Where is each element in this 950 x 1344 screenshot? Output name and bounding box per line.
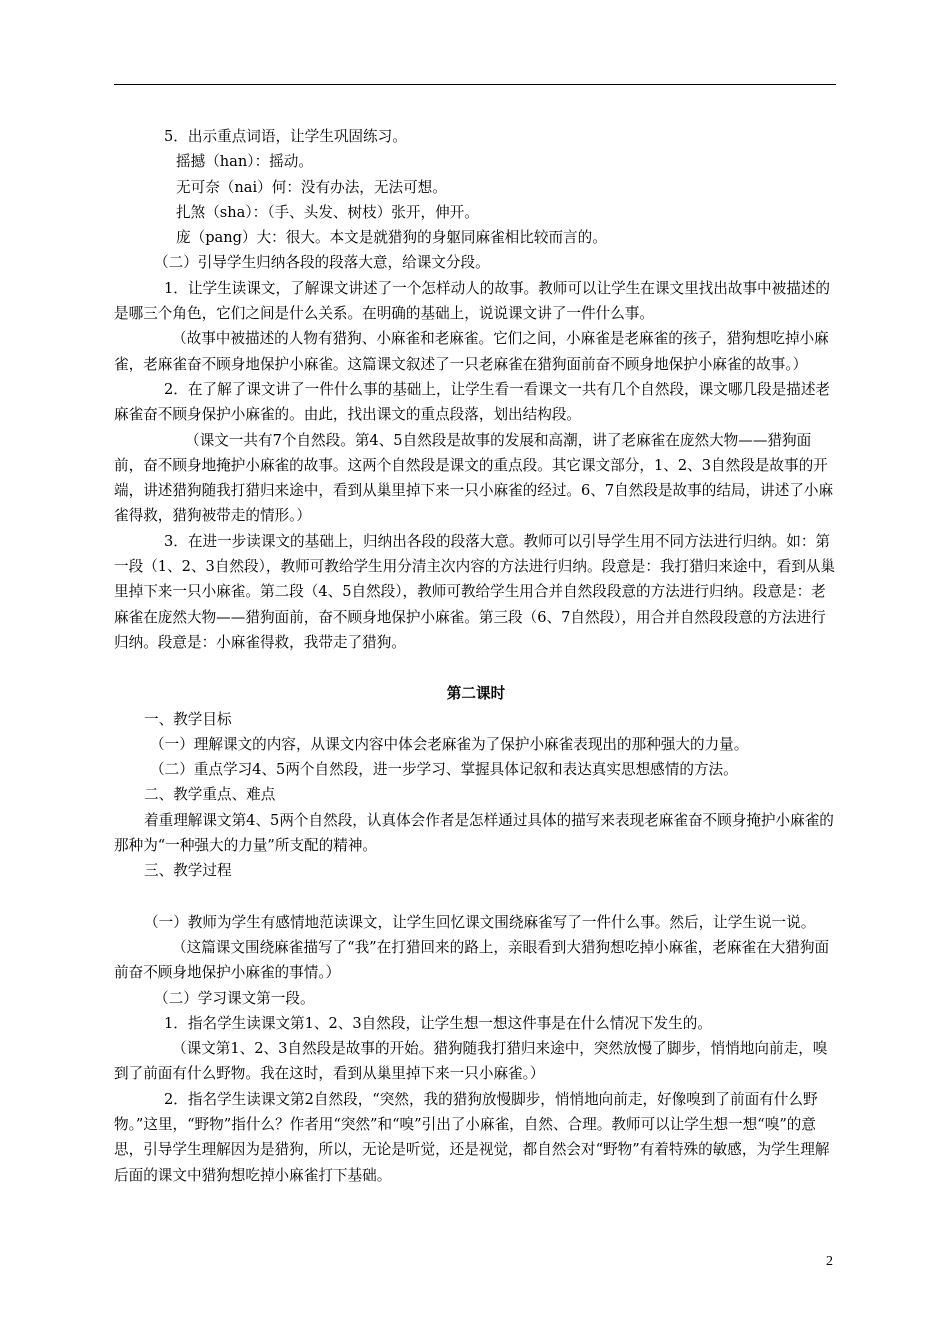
section-heading: （二）学习课文第一段。 (154, 989, 315, 1007)
header-rule (114, 84, 836, 85)
vocab-item: 扎煞（sha）：（手、头发、树枝）张开，伸开。 (176, 203, 479, 221)
paragraph: （故事中被描述的人物有猎狗、小麻雀和老麻雀。它们之间，小麻雀是老麻雀的孩子，猎狗想吃掉小麻雀，老麻雀奋不顾身地保护小麻雀。这篇课文叙述了一只老麻雀在猎狗面前奋不顾身地保护小麻雀的故事。） (114, 330, 829, 373)
paragraph: （课文一共有7个自然段。第4、5自然段是故事的发展和高潮，讲了老麻雀在庞然大物——猎狗面前，奋不顾身地掩护小麻雀的故事。这两个自然段是课文的重点段。其它课文部分，1、2、3自然段是故事的开端，讲述猎狗随我打猎归来途中，看到从巢里掉下来一只小麻雀的经过。6、7自然段是故事的结局，讲述了小麻雀得救，猎狗被带走的情形。） (114, 431, 834, 525)
paragraph: （课文第1、2、3自然段是故事的开始。猎狗随我打猎归来途中，突然放慢了脚步，悄悄地向前走，嗅到了前面有什么野物。我在这时，看到从巢里掉下来一只小麻雀。） (114, 1040, 828, 1083)
section-heading: 一、教学目标 (144, 710, 232, 728)
document-body (114, 124, 838, 1188)
lesson-title: 第二课时 (446, 685, 506, 703)
paragraph: 2．在了解了课文讲了一件什么事的基础上，让学生看一看课文一共有几个自然段，课文哪几段是描述老麻雀奋不顾身保护小麻雀的。由此，找出课文的重点段落，划出结构段。 (114, 380, 831, 424)
vocab-item: 庞（pang）大：很大。本文是就猎狗的身躯同麻雀相比较而言的。 (176, 229, 607, 247)
paragraph: （一）教师为学生有感情地范读课文，让学生回忆课文围绕麻雀写了一件什么事。然后，让学生说一说。 (144, 913, 816, 931)
paragraph: （一）理解课文的内容，从课文内容中体会老麻雀为了保护小麻雀表现出的那种强大的力量。 (150, 735, 749, 753)
paragraph: 5．出示重点词语，让学生巩固练习。 (164, 128, 407, 145)
vocab-item: 摇撼（han）：摇动。 (176, 153, 313, 171)
paragraph: 2．指名学生读课文第2自然段，“突然，我的猎狗放慢脚步，悄悄地向前走，好像嗅到了前面有什么野物。”这里，“野物”指什么？作者用“突然”和“嗅”引出了小麻雀，自然、合理。教师可以让学生想一想“嗅”的意思，引导学生理解因为是猎狗，所以，无论是听觉，还是视觉，都自然会对“野物”有着特殊的敏感，为学生理解后面的课文中猎狗想吃掉小麻雀打下基础。 (114, 1090, 830, 1184)
paragraph: 1．让学生读课文，了解课文讲述了一个怎样动人的故事。教师可以让学生在课文里找出故事中被描述的是哪三个角色，它们之间是什么关系。在明确的基础上，说说课文讲了一件什么事。 (114, 279, 831, 323)
paragraph: 着重理解课文第4、5两个自然段，认真体会作者是怎样通过具体的描写来表现老麻雀奋不顾身掩护小麻雀的那种为“一种强大的力量”所支配的精神。 (114, 811, 834, 855)
page-number: 2 (826, 1254, 833, 1269)
vocab-item: 无可奈（nai）何：没有办法，无法可想。 (176, 178, 447, 196)
paragraph: 3．在进一步读课文的基础上，归纳出各段的段落大意。教师可以引导学生用不同方法进行归纳。如：第一段（1、2、3自然段），教师可教给学生用分清主次内容的方法进行归纳。段意是：我打猎归来途中，看到从巢里掉下来一只小麻雀。第二段（4、5自然段），教师可教给学生用合并自然段段意的方法进行归纳。段意是：老麻雀在庞然大物——猎狗面前，奋不顾身地保护小麻雀。第三段（6、7自然段），用合并自然段段意的方法进行归纳。段意是：小麻雀得救，我带走了猎狗。 (114, 532, 836, 651)
section-heading: 二、教学重点、难点 (144, 786, 276, 804)
paragraph: （这篇课文围绕麻雀描写了“我”在打猎回来的路上，亲眼看到大猎狗想吃掉小麻雀，老麻雀在大猎狗面前奋不顾身地保护小麻雀的事情。） (114, 938, 830, 982)
paragraph: （二）重点学习4、5两个自然段，进一步学习、掌握具体记叙和表达真实思想感情的方法。 (150, 761, 738, 779)
section-heading: （二）引导学生归纳各段的段落大意，给课文分段。 (154, 254, 490, 272)
section-heading: 三、教学过程 (144, 862, 232, 880)
paragraph: 1．指名学生读课文第1、2、3自然段，让学生想一想这件事是在什么情况下发生的。 (164, 1014, 712, 1032)
